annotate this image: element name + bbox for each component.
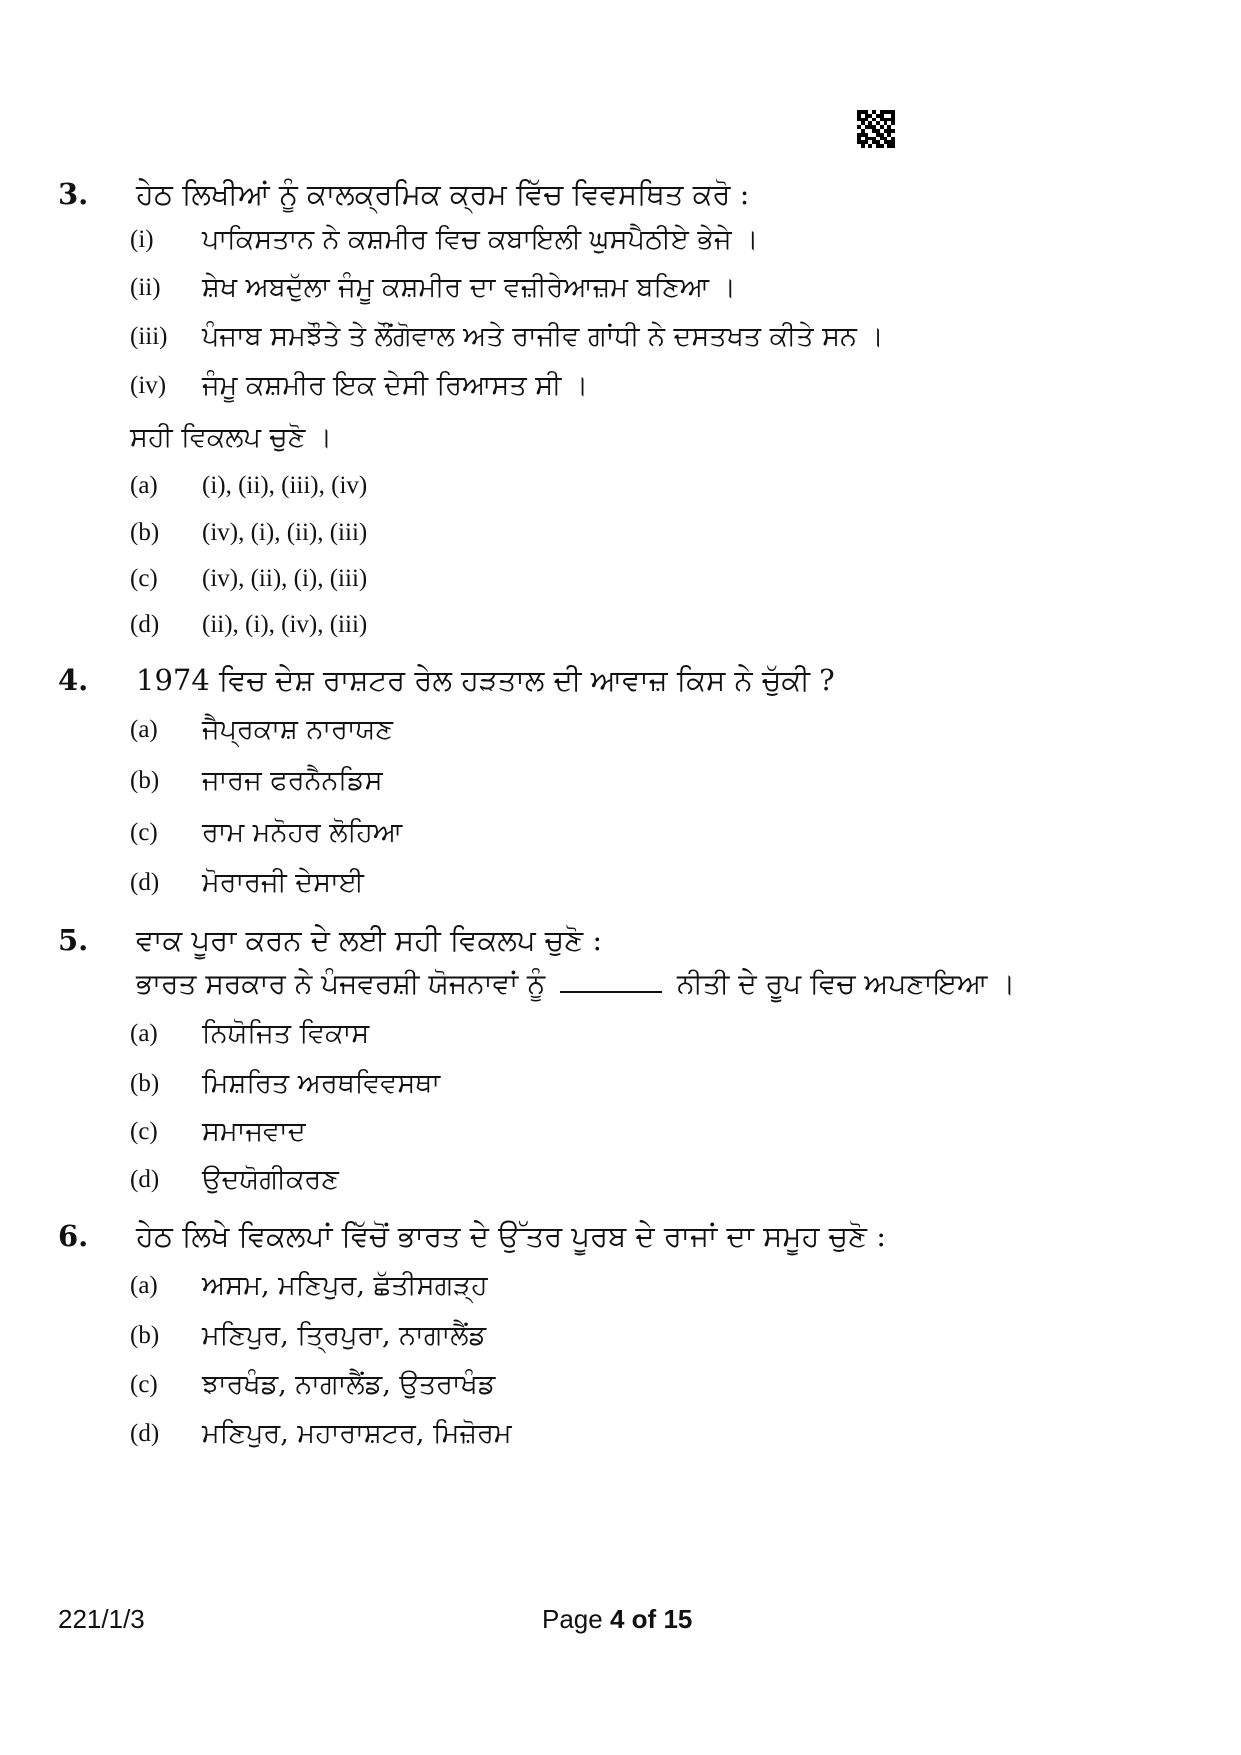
sentence-after: ਨੀਤੀ ਦੇ ਰੂਪ ਵਿਚ ਅਪਣਾਇਆ । [677, 967, 1016, 1000]
option-label: (b) [130, 1070, 160, 1097]
option-text: (i), (ii), (iii), (iv) [202, 472, 368, 499]
qr-code [857, 110, 895, 148]
statement-label: (i) [130, 226, 154, 253]
option-text: ਜੈਪ੍ਰਕਾਸ਼ ਨਾਰਾਯਣ [202, 714, 393, 745]
page-current: 4 [609, 1604, 625, 1634]
statement-label: (ii) [130, 274, 161, 301]
question-text: ਹੇਠ ਲਿਖੀਆਂ ਨੂੰ ਕਾਲਕ੍ਰਮਿਕ ਕ੍ਰਮ ਵਿੱਚ ਵਿਵਸਥਿਤ ਕਰੋ : [136, 177, 750, 211]
page-sep: of [631, 1604, 657, 1634]
option-label: (c) [130, 819, 158, 846]
option-text: ਮਣਿਪੁਰ, ਮਹਾਰਾਸ਼ਟਰ, ਮਿਜ਼ੋਰਮ [202, 1418, 512, 1449]
question-text: ਵਾਕ ਪੂਰਾ ਕਰਨ ਦੇ ਲਈ ਸਹੀ ਵਿਕਲਪ ਚੁਣੋ : [136, 923, 603, 957]
page-total: 15 [663, 1604, 693, 1634]
option-label: (c) [130, 1371, 158, 1398]
option-label: (d) [130, 1166, 160, 1193]
option-label: (b) [130, 767, 160, 794]
fill-blank-sentence [136, 964, 1015, 1004]
question-number: 6. [58, 1219, 89, 1253]
option-label: (d) [130, 1420, 160, 1447]
option-label: (c) [130, 1118, 158, 1145]
option-label: (d) [130, 869, 160, 896]
statement-text: ਪੰਜਾਬ ਸਮਝੌਤੇ ਤੇ ਲੌਂਗੋਵਾਲ ਅਤੇ ਰਾਜੀਵ ਗਾਂਧੀ ਨੇ ਦਸਤਖਤ ਕੀਤੇ ਸਨ । [202, 321, 884, 352]
option-text: ਝਾਰਖੰਡ, ਨਾਗਾਲੈਂਡ, ਉਤਰਾਖੰਡ [202, 1369, 496, 1400]
option-label: (a) [130, 1272, 158, 1299]
option-text: ਮਣਿਪੁਰ, ਤ੍ਰਿਪੁਰਾ, ਨਾਗਾਲੈਂਡ [202, 1320, 487, 1351]
question-text: ਹੇਠ ਲਿਖੇ ਵਿਕਲਪਾਂ ਵਿੱਚੋਂ ਭਾਰਤ ਦੇ ਉੱਤਰ ਪੂਰਬ ਦੇ ਰਾਜਾਂ ਦਾ ਸਮੂਹ ਚੁਣੋ : [136, 1219, 887, 1253]
prompt-text: ਸਹੀ ਵਿਕਲਪ ਚੁਣੋ । [130, 422, 333, 453]
option-label: (a) [130, 1020, 158, 1047]
option-text: ਉਦਯੋਗੀਕਰਣ [202, 1164, 339, 1195]
option-text: ਮਿਸ਼ਰਿਤ ਅਰਥਵਿਵਸਥਾ [202, 1068, 441, 1099]
option-label: (a) [130, 716, 158, 743]
option-text: ਮੋਰਾਰਜੀ ਦੇਸਾਈ [202, 867, 364, 898]
question-prompt [130, 418, 332, 458]
option-label: (d) [130, 611, 160, 638]
option-text: ਰਾਮ ਮਨੋਹਰ ਲੋਹਿਆ [202, 817, 403, 848]
option-text: (ii), (i), (iv), (iii) [202, 611, 368, 638]
option-text: (iv), (ii), (i), (iii) [202, 565, 368, 592]
paper-code: 221/1/3 [58, 1604, 145, 1634]
statement-label: (iii) [130, 323, 168, 350]
question-number: 3. [58, 177, 89, 211]
option-label: (b) [130, 1322, 160, 1349]
page-prefix: Page [542, 1604, 603, 1634]
option-text: ਸਮਾਜਵਾਦ [202, 1116, 306, 1147]
question-number: 5. [58, 923, 89, 957]
statement-text: ਜੰਮੂ ਕਸ਼ਮੀਰ ਇਕ ਦੇਸੀ ਰਿਆਸਤ ਸੀ । [202, 370, 589, 401]
statement-label: (iv) [130, 372, 167, 399]
option-text: ਜਾਰਜ ਫਰਨੈਨਡਿਸ [202, 765, 383, 796]
option-text: (iv), (i), (ii), (iii) [202, 519, 368, 546]
option-text: ਅਸਮ, ਮਣਿਪੁਰ, ਛੱਤੀਸਗੜ੍ਹ [202, 1270, 488, 1301]
option-label: (b) [130, 519, 160, 546]
statement-text: ਪਾਕਿਸਤਾਨ ਨੇ ਕਸ਼ਮੀਰ ਵਿਚ ਕਬਾਇਲੀ ਘੁਸਪੈਠੀਏ ਭੇਜੇ । [202, 224, 759, 255]
sentence-before: ਭਾਰਤ ਸਰਕਾਰ ਨੇ ਪੰਜਵਰਸ਼ੀ ਯੋਜਨਾਵਾਂ ਨੂੰ [136, 967, 546, 1000]
blank-line [560, 990, 662, 993]
question-number: 4. [58, 663, 89, 697]
statement-text: ਸ਼ੇਖ ਅਬਦੁੱਲਾ ਜੰਮੂ ਕਸ਼ਮੀਰ ਦਾ ਵਜ਼ੀਰੇਆਜ਼ਮ ਬਣਿਆ । [202, 272, 736, 303]
page-number [542, 1604, 692, 1635]
option-label: (c) [130, 565, 158, 592]
option-text: ਨਿਯੋਜਿਤ ਵਿਕਾਸ [202, 1018, 370, 1049]
option-label: (a) [130, 472, 158, 499]
question-text: 1974 ਵਿਚ ਦੇਸ਼ ਰਾਸ਼ਟਰ ਰੇਲ ਹੜਤਾਲ ਦੀ ਆਵਾਜ਼ ਕਿਸ ਨੇ ਚੁੱਕੀ ? [136, 663, 835, 697]
